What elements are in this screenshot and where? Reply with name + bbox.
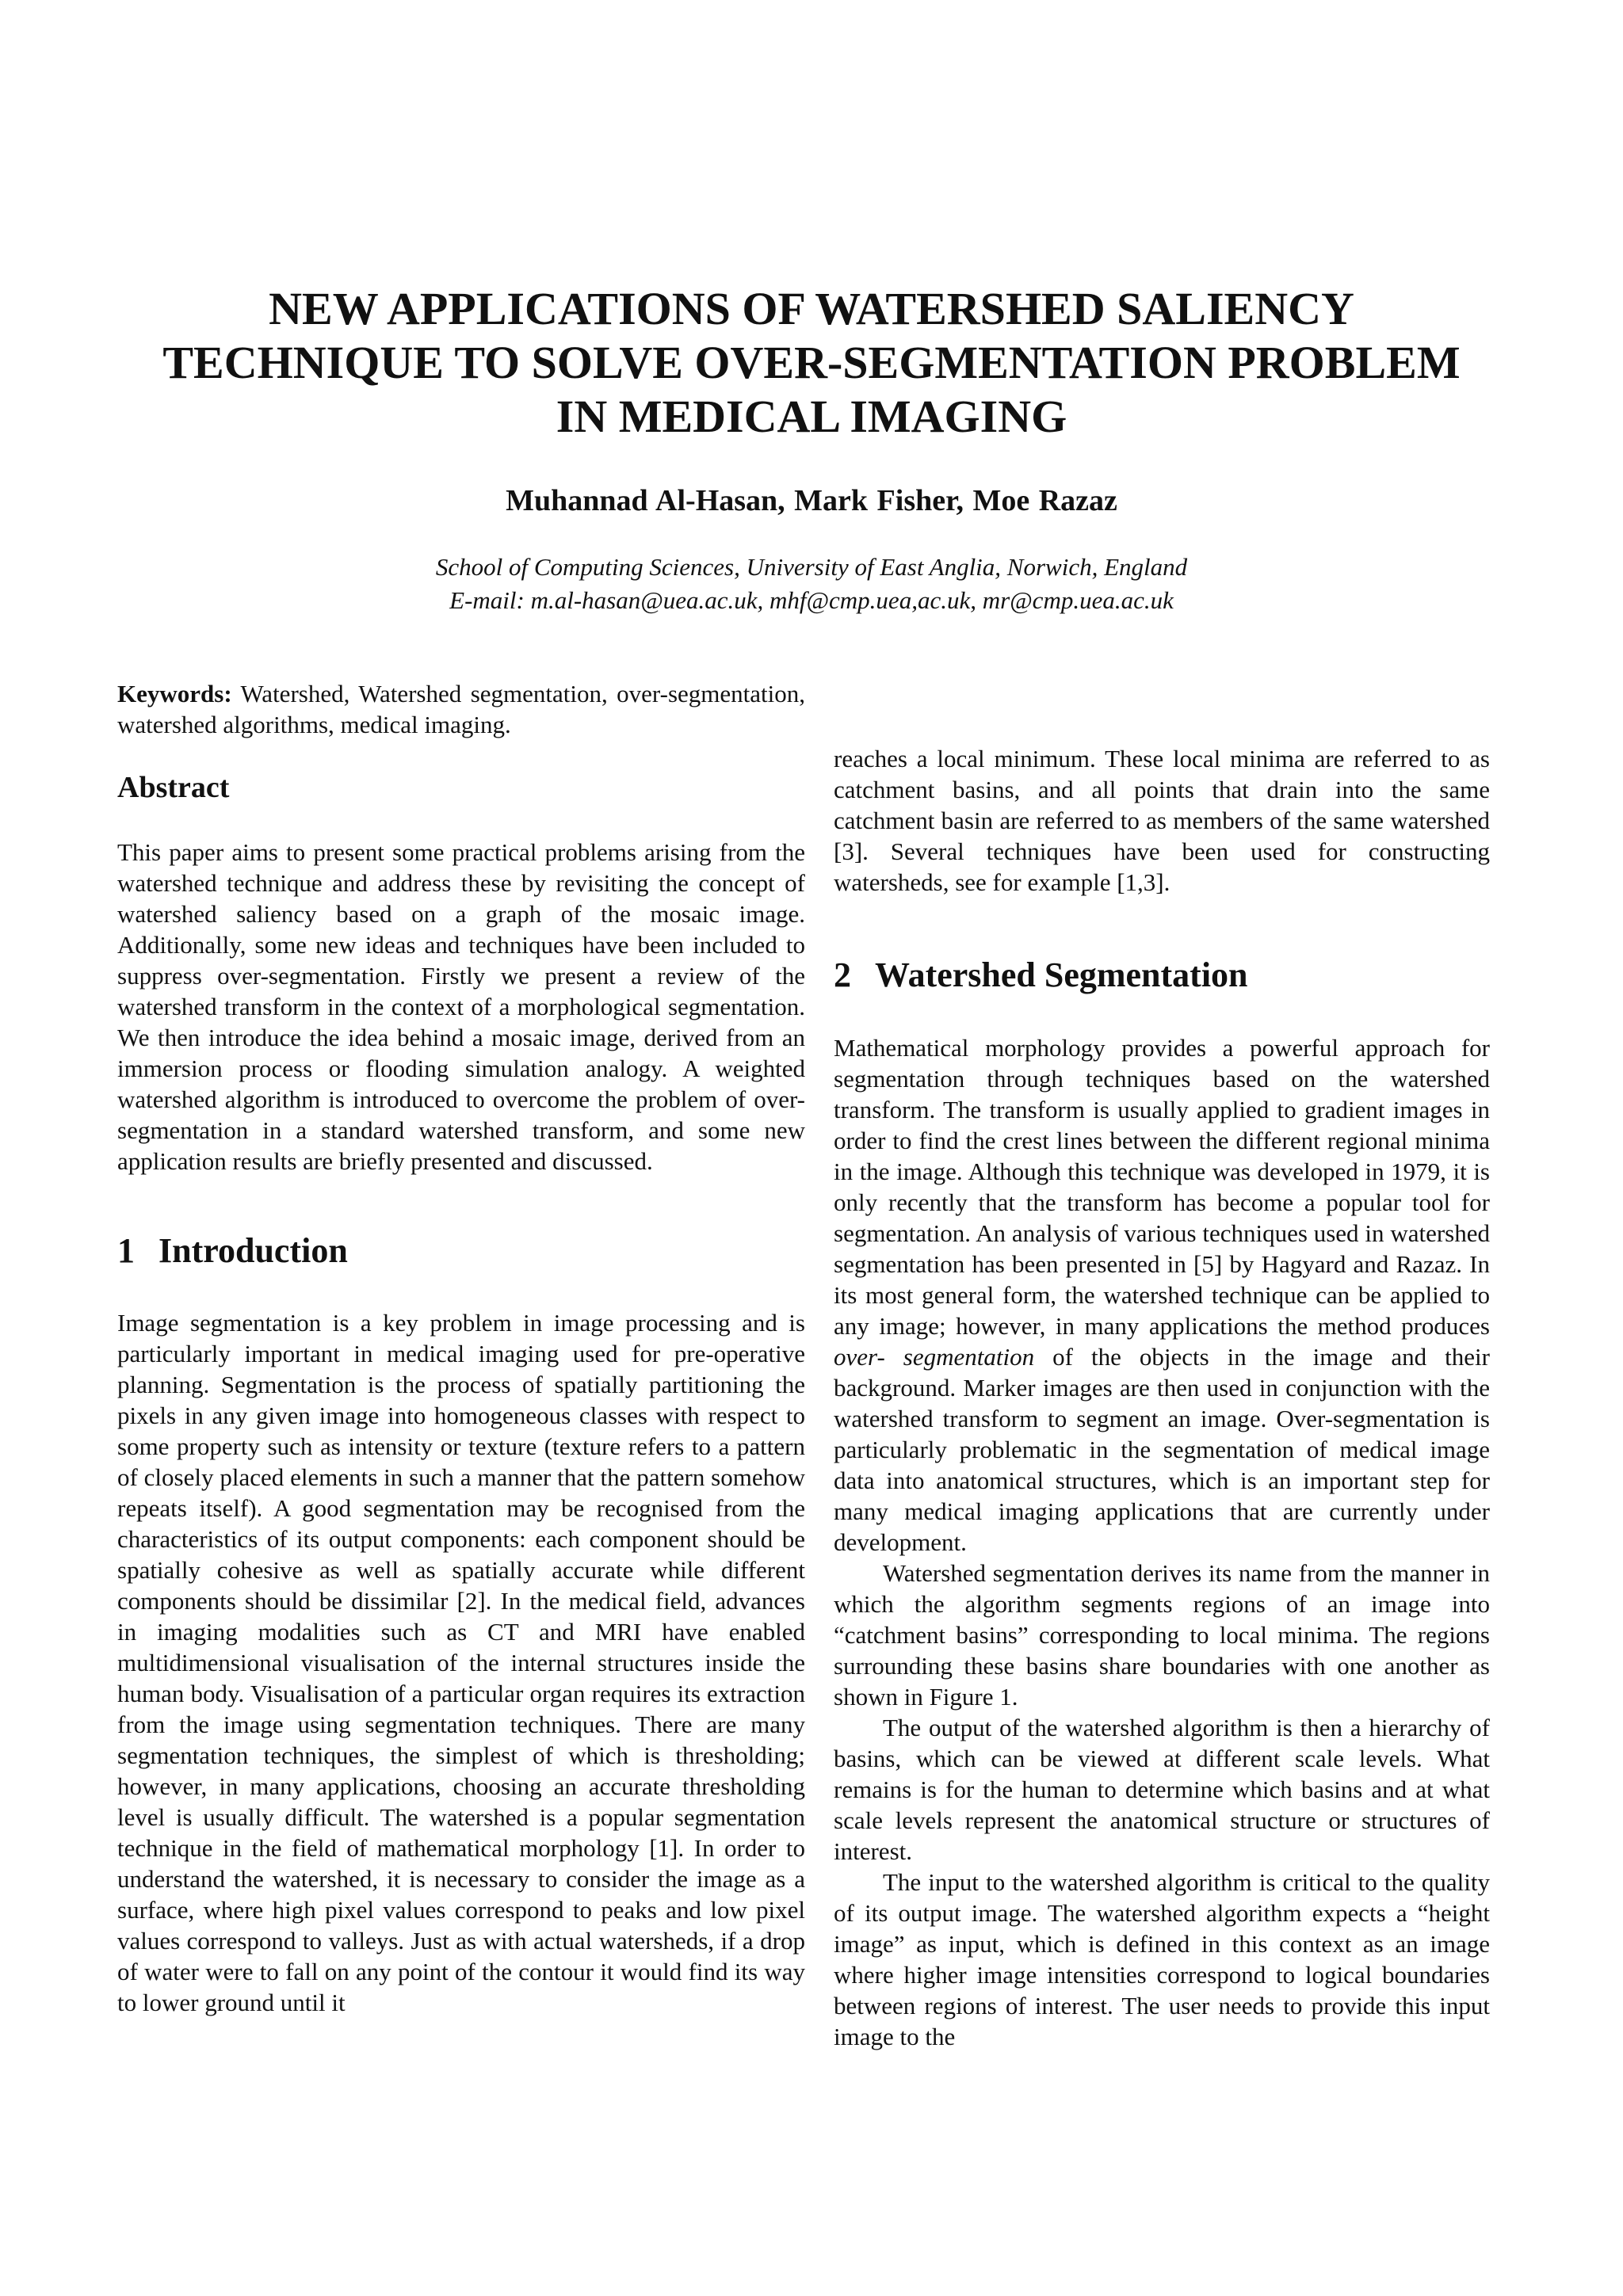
keywords-text: Watershed, Watershed segmentation, over-segmentation, watershed algorithms, medical imaging. — [117, 680, 805, 738]
keywords-label: Keywords: — [117, 680, 232, 707]
watershed-paragraph-4: The input to the watershed algorithm is critical to the quality of its output image. The watershed algorithm expects a “height image” as input, which is defined in this context as an image where higher image intensities correspond to logical boundaries between regions of interest. The user needs to provide this input image to the — [834, 1868, 1490, 2050]
affiliation: School of Computing Sciences, University of East Anglia, Norwich, England — [435, 553, 1188, 581]
abstract-heading: Abstract — [117, 771, 230, 804]
p1-emphasis: over- segmentation — [834, 1343, 1035, 1371]
introduction-text: Image segmentation is a key problem in image processing and is particularly important in medical imaging used for pre-operative planning. Segmentation is the process of spatially partitioning the pixels in any given image into homogeneous classes with respect to some property such as intensity or texture (texture refers to a pattern of closely placed elements in such a manner that the pattern somehow repeats itself). A good segmentation may be recognised from the characteristics of its output components: each component should be spatially cohesive as well as spatially accurate while different components should be dissimilar [2]. In the medical field, advances in imaging modalities such as CT and MRI have enabled multidimensional visualisation of the internal structures inside the human body. Visualisation of a particular organ requires its extraction from the image using segmentation techniques. There are many segmentation techniques, the simplest of which is thresholding; however, in many applications, choosing an accurate thresholding level is usually difficult. The watershed is a popular segmentation technique in the field of mathematical morphology [1]. In order to understand the watershed, it is necessary to consider the image as a surface, where high pixel values correspond to peaks and low pixel values correspond to valleys. Just as with actual watersheds, if a drop of water were to fall on any point of the contour it would find its way to lower ground until it — [117, 1309, 805, 2016]
watershed-paragraph-3: The output of the watershed algorithm is then a hierarchy of basins, which can be viewed at different scale levels. What remains is for the human to determine which basins and at what scale levels represent the anatomical structure or structures of interest. — [834, 1714, 1490, 1865]
section-1-heading — [117, 1230, 805, 1272]
section-2-heading — [834, 955, 1490, 996]
section-2-number: 2 — [834, 955, 851, 994]
section-1-number: 1 — [117, 1231, 135, 1270]
keywords — [117, 678, 805, 740]
watershed-paragraph-1 — [834, 1032, 1490, 1558]
affiliation-block — [158, 551, 1465, 617]
p1-text-b: of the objects in the image and their background. Marker images are then used in conjunction with the watershed transform to segment an image. Over-segmentation is particularly problematic in the segmentation of medical image data into anatomical structures, which is an important step for many medical imaging applications that are currently under development. — [834, 1343, 1490, 1556]
p1-text-a: Mathematical morphology provides a powerful approach for segmentation through techniques based on the watershed transform. The transform is usually applied to gradient images in order to find the crest lines between the different regional minima in the image. Although this technique was developed in 1979, it is only recently that the transform has become a popular tool for segmentation. An analysis of various techniques used in watershed segmentation has been presented in [5] by Hagyard and Razaz. In its most general form, the watershed technique can be applied to any image; however, in many applications the method produces — [834, 1034, 1490, 1340]
paper-title: NEW APPLICATIONS OF WATERSHED SALIENCY TECHNIQUE TO SOLVE OVER-SEGMENTATION PROBLEM IN MEDICAL IMAGING — [162, 283, 1461, 442]
right-column — [834, 743, 1490, 2052]
watershed-paragraph-2: Watershed segmentation derives its name from the manner in which the algorithm segments regions of an image into “catchment basins” corresponding to local minima. The regions surrounding these basins share boundaries with one another as shown in Figure 1. — [834, 1559, 1490, 1711]
author-list: Muhannad Al-Hasan, Mark Fisher, Moe Razaz — [506, 484, 1117, 517]
section-1-title: Introduction — [158, 1231, 348, 1270]
introduction-continuation: reaches a local minimum. These local minima are referred to as catchment basins, and all points that drain into the same catchment basin are referred to as members of the same watershed [3]. Several techniques have been used for constructing watersheds, see for example [1,3]. — [834, 745, 1490, 896]
email-line: E-mail: m.al-hasan@uea.ac.uk, mhf@cmp.uea,ac.uk, mr@cmp.uea.ac.uk — [449, 586, 1174, 614]
abstract-text: This paper aims to present some practical problems arising from the watershed technique and address these by revisiting the concept of watershed saliency based on a graph of the mosaic image. Additionally, some new ideas and techniques have been included to suppress over-segmentation. Firstly we present a review of the watershed transform in the context of a morphological segmentation. We then introduce the idea behind a mosaic image, derived from an immersion process or flooding simulation analogy. A weighted watershed algorithm is introduced to overcome the problem of over-segmentation in a standard watershed transform, and some new application results are briefly presented and discussed. — [117, 838, 805, 1175]
left-column — [117, 678, 805, 2018]
section-2-title: Watershed Segmentation — [875, 955, 1248, 994]
